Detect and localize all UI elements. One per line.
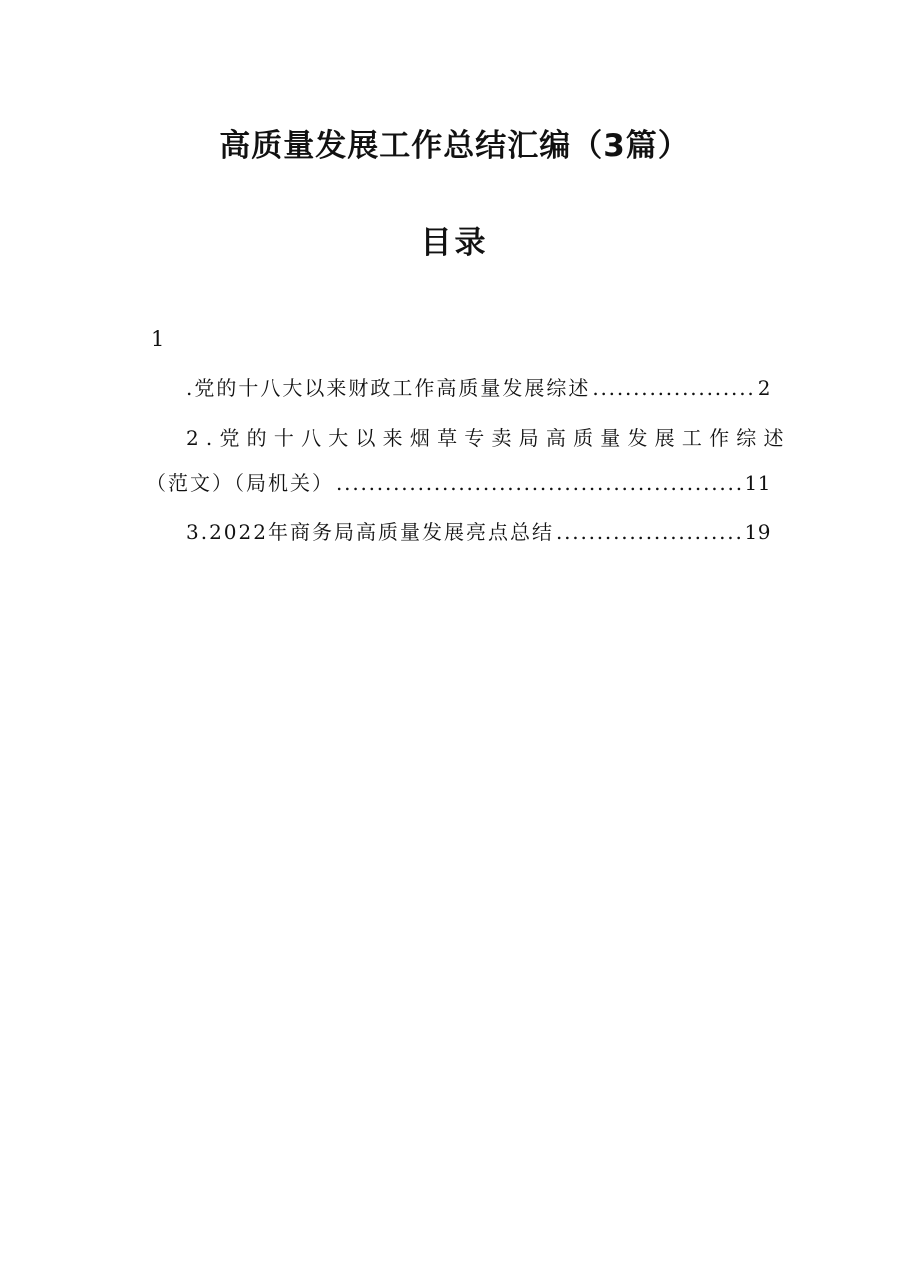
toc-entry-text: 3.2022年商务局高质量发展亮点总结 xyxy=(186,520,554,544)
toc-page-number: 2 xyxy=(757,376,771,400)
toc-page-number: 19 xyxy=(744,520,771,544)
toc-dot-leader xyxy=(336,466,743,500)
toc-entry-3[interactable] xyxy=(146,515,771,549)
toc-entry-1[interactable] xyxy=(146,371,771,405)
toc-entry-2-line-1[interactable] xyxy=(146,421,791,455)
toc-stray-number: 1 xyxy=(151,327,165,351)
toc-dot-leader xyxy=(592,371,755,405)
toc-entry-2-line-2[interactable] xyxy=(146,466,771,500)
toc-entry-text: 2.党的十八大以来烟草专卖局高质量发展工作综述 xyxy=(186,426,791,450)
toc-entry-text: （范文）（局机关） xyxy=(146,471,334,495)
toc-dot-leader xyxy=(556,515,743,549)
toc-heading: 目录 xyxy=(420,225,489,261)
toc-entry-text: .党的十八大以来财政工作高质量发展综述 xyxy=(186,376,591,400)
toc-page-number: 11 xyxy=(744,471,771,495)
document-title: 高质量发展工作总结汇编（3篇） xyxy=(219,128,690,164)
